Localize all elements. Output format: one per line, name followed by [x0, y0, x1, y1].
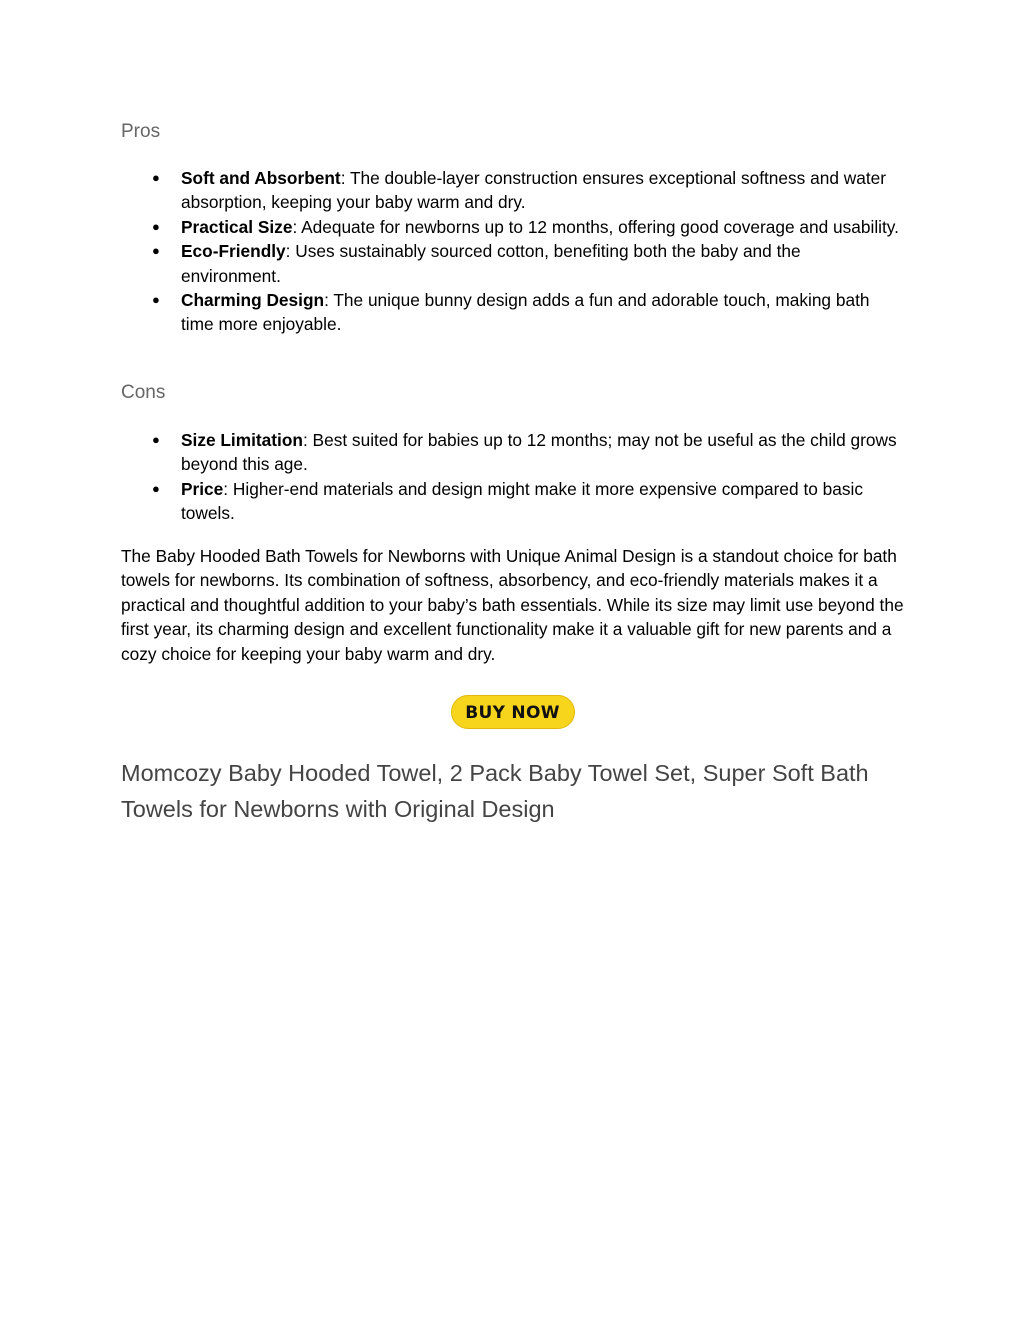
cons-heading: Cons [121, 382, 166, 403]
pro-text: : The unique bunny design adds a fun and adorable touch, making bath time more enjoyable. [181, 290, 870, 335]
bullet-icon: ● [152, 218, 160, 234]
buy-button-container [121, 695, 905, 729]
pros-list [121, 166, 905, 337]
bullet-icon: ● [152, 432, 160, 447]
pro-label: Practical Size [181, 216, 293, 237]
pros-heading: Pros [121, 121, 161, 142]
list-item [121, 428, 905, 477]
con-text: : Best suited for babies up to 12 months; may not be useful as the child grows beyond this age. [181, 430, 897, 475]
summary-paragraph: The Baby Hooded Bath Towels for Newborns with Unique Animal Design is a standout choice for bath towels for newborns. Its combination of softness, absorbency, and eco-friendly materials makes it a practical and thoughtful addition to your baby’s bath essentials. While its size may limit use beyond the first year, its charming design and excellent functionality make it a valuable gift for new parents and a cozy choice for keeping your baby warm and dry. [121, 546, 904, 664]
product-title: Momcozy Baby Hooded Towel, 2 Pack Baby Towel Set, Super Soft Bath Towels for Newborns with Original Design [121, 760, 869, 822]
con-label: Price [181, 478, 224, 499]
bullet-icon: ● [152, 170, 160, 185]
pro-text: : The double-layer construction ensures exceptional softness and water absorption, keeping your baby warm and dry. [181, 168, 887, 213]
bullet-icon: ● [152, 292, 160, 308]
list-item [121, 215, 905, 239]
cons-list [121, 428, 905, 526]
pro-text: : Uses sustainably sourced cotton, benefiting both the baby and the environment. [181, 241, 801, 286]
list-item [121, 239, 905, 288]
list-item [121, 166, 905, 215]
pro-label: Charming Design [181, 290, 325, 311]
pro-label: Eco-Friendly [181, 241, 286, 262]
buy-now-button[interactable]: BUY NOW [451, 695, 575, 729]
pro-label: Soft and Absorbent [181, 168, 341, 188]
bullet-icon: ● [152, 243, 160, 259]
list-item [121, 288, 905, 337]
con-text: : Higher-end materials and design might make it more expensive compared to basic towels. [181, 478, 863, 524]
list-item [121, 477, 905, 526]
bullet-icon: ● [152, 480, 160, 496]
pro-text: : Adequate for newborns up to 12 months, offering good coverage and usability. [292, 216, 899, 237]
con-label: Size Limitation [181, 430, 303, 450]
